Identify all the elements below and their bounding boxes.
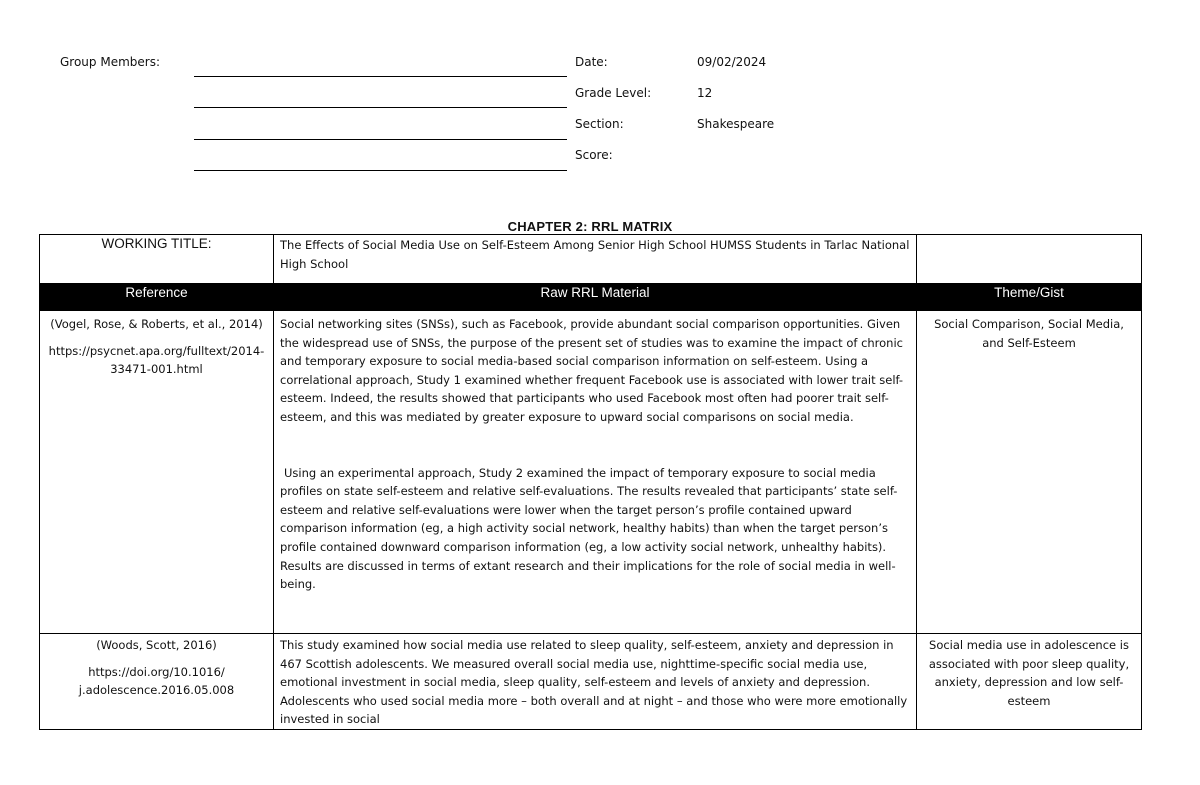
grade-level-label: Grade Level: <box>575 86 652 100</box>
group-member-line-4[interactable] <box>194 170 567 171</box>
reference-citation: (Vogel, Rose, & Roberts, et al., 2014) <box>50 317 263 331</box>
header-reference: Reference <box>40 284 274 311</box>
grade-level-value: 12 <box>697 86 713 100</box>
group-member-line-1[interactable] <box>194 76 567 77</box>
working-title-value: The Effects of Social Media Use on Self-Esteem Among Senior High School HUMSS Students in Tarlac National High School <box>274 235 917 284</box>
raw-material-paragraph-2: Using an experimental approach, Study 2 examined the impact of temporary exposure to social media profiles on state self-esteem and relative self-evaluations. The results revealed that participants’ state self-esteem and relative self-evaluations were lower when the target person’s profile contained upward comparison information (eg, a high activity social network, healthy habits) than when the target person’s profile contained downward comparison information (eg, a low activity social network, unhealthy habits). Results are discussed in terms of extant research and their implications for the role of social media in well-being. <box>280 465 898 592</box>
group-member-line-3[interactable] <box>194 139 567 140</box>
rrl-matrix-table <box>39 234 1142 730</box>
working-title-row <box>40 235 1142 284</box>
table-row <box>40 634 1142 730</box>
header-theme: Theme/Gist <box>917 284 1142 311</box>
header-raw-material: Raw RRL Material <box>274 284 917 311</box>
working-title-label: WORKING TITLE: <box>40 235 274 284</box>
reference-cell <box>40 311 274 634</box>
reference-url[interactable]: https://psycnet.apa.org/fulltext/2014-33471-001.html <box>48 343 265 377</box>
raw-material-cell: This study examined how social media use related to sleep quality, self-esteem, anxiety and depression in 467 Scottish adolescents. We measured overall social media use, nighttime-specific social media use, emotional investment in social media, sleep quality, self-esteem and levels of anxiety and depression. Adolescents who used social media more – both overall and at night – and those who were more emotionally invested in social <box>274 634 917 730</box>
chapter-title: CHAPTER 2: RRL MATRIX <box>507 219 673 234</box>
table-row <box>40 311 1142 634</box>
raw-material-cell <box>274 311 917 634</box>
reference-cell <box>40 634 274 730</box>
group-members-label: Group Members: <box>60 55 161 69</box>
working-title-empty-cell <box>917 235 1142 284</box>
theme-cell: Social Comparison, Social Media, and Self-Esteem <box>917 311 1142 634</box>
reference-url[interactable]: https://doi.org/10.1016/ j.adolescence.2016.05.008 <box>78 664 235 698</box>
group-member-line-2[interactable] <box>194 107 567 108</box>
score-label: Score: <box>575 148 613 162</box>
header-row <box>40 284 1142 311</box>
section-label: Section: <box>575 117 624 131</box>
raw-material-paragraph-1: Social networking sites (SNSs), such as Facebook, provide abundant social comparison opportunities. Given the widespread use of SNSs, the purpose of the present set of studies was to examine the impact of chronic and temporary exposure to social media-based social comparison information on self-esteem. Using a correlational approach, Study 1 examined whether frequent Facebook use is associated with lower trait self-esteem. Indeed, the results showed that participants who used Facebook most often had poorer trait self-esteem, and this was mediated by greater exposure to upward social comparisons on social media. <box>280 317 904 424</box>
date-value: 09/02/2024 <box>697 55 767 69</box>
section-value: Shakespeare <box>697 117 775 131</box>
reference-citation: (Woods, Scott, 2016) <box>96 638 217 652</box>
date-label: Date: <box>575 55 608 69</box>
theme-cell: Social media use in adolescence is associated with poor sleep quality, anxiety, depression and low self-esteem <box>917 634 1142 730</box>
